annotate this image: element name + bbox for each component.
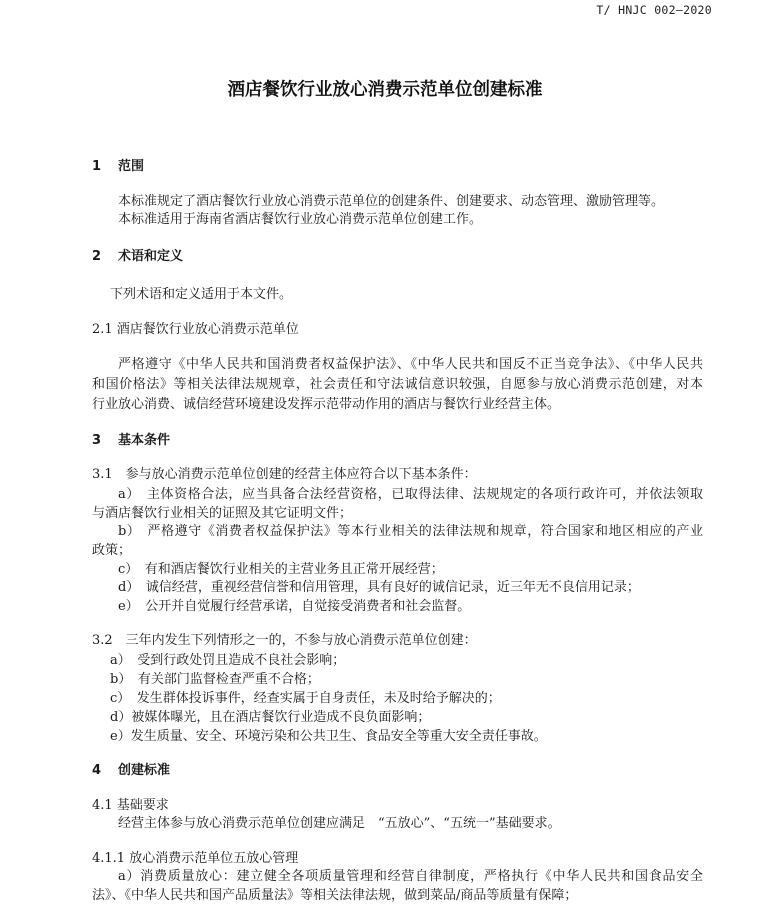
section-number: 4 (92, 763, 102, 778)
list-item: a） 受到行政处罚且造成不良社会影响； (110, 653, 346, 668)
section-4-heading (92, 762, 170, 779)
list-item: c） 有和酒店餐饮行业相关的主营业务且正常开展经营； (118, 562, 444, 577)
subsection-4-1-1-heading: 4.1.1 放心消费示范单位五放心管理 (92, 851, 299, 866)
paragraph: 下列术语和定义适用于本文件。 (110, 287, 293, 302)
list-item: b） 有关部门监督检查严重不合格； (110, 672, 320, 687)
list-item: b） 严格遵守《消费者权益保护法》等本行业相关的法律法规和规章，符合国家和地区相应的产业 (118, 524, 703, 539)
subsection-3-1-intro: 3.1 参与放心消费示范单位创建的经营主体应符合以下基本条件： (92, 467, 477, 482)
section-1-heading (92, 158, 144, 175)
section-title: 术语和定义 (118, 249, 184, 264)
section-number: 2 (92, 249, 102, 264)
list-item: e） 公开并自觉履行经营承诺，自觉接受消费者和社会监督。 (118, 599, 471, 614)
paragraph: 和国价格法》等相关法律法规规章，社会责任和守法诚信意识较强，自愿参与放心消费示范创建，对本 (92, 377, 703, 392)
paragraph: 经营主体参与放心消费示范单位创建应满足 “五放心”、“五统一”基础要求。 (118, 816, 561, 831)
paragraph: 本标准规定了酒店餐饮行业放心消费示范单位的创建条件、创建要求、动态管理、激励管理等。 (118, 194, 665, 209)
section-title: 创建标准 (118, 763, 171, 778)
list-item: 政策； (92, 543, 132, 558)
list-item: 法》、《中华人民共和国产品质量法》等相关法律法规，做到菜品/商品等质量有保障； (92, 888, 578, 903)
paragraph: 严格遵守《中华人民共和国消费者权益保护法》、《中华人民共和国反不正当竞争法》、《中华人民共 (118, 357, 703, 372)
section-3-heading (92, 432, 170, 449)
section-number: 1 (92, 159, 102, 174)
subsection-2-1-heading: 2.1 酒店餐饮行业放心消费示范单位 (92, 322, 299, 337)
list-item: a） 主体资格合法，应当具备合法经营资格，已取得法律、法规规定的各项行政许可，并依法领取 (118, 487, 703, 502)
document-code: T/ HNJC 002—2020 (596, 3, 712, 17)
section-number: 3 (92, 433, 102, 448)
list-item: c） 发生群体投诉事件，经查实属于自身责任，未及时给予解决的； (110, 691, 501, 706)
list-item: a）消费质量放心：建立健全各项质量管理和经营自律制度，严格执行《中华人民共和国食品安全 (118, 869, 703, 884)
section-title: 基本条件 (118, 433, 171, 448)
paragraph: 行业放心消费、诚信经营环境建设发挥示范带动作用的酒店与餐饮行业经营主体。 (92, 397, 561, 412)
list-item: e）发生质量、安全、环境污染和公共卫生、食品安全等重大安全责任事故。 (110, 729, 547, 744)
section-title: 范围 (118, 159, 145, 174)
subsection-4-1-heading: 4.1 基础要求 (92, 798, 169, 813)
list-item: 与酒店餐饮行业相关的证照及其它证明文件； (92, 506, 353, 521)
paragraph: 本标准适用于海南省酒店餐饮行业放心消费示范单位创建工作。 (118, 212, 483, 227)
document-title: 酒店餐饮行业放心消费示范单位创建标准 (227, 80, 543, 100)
list-item: d） 诚信经营，重视经营信誉和信用管理，具有良好的诚信记录，近三年无不良信用记录； (118, 580, 640, 595)
subsection-3-2-intro: 3.2 三年内发生下列情形之一的，不参与放心消费示范单位创建： (92, 633, 477, 648)
section-2-heading (92, 248, 183, 265)
list-item: d）被媒体曝光，且在酒店餐饮行业造成不良负面影响； (110, 710, 431, 725)
